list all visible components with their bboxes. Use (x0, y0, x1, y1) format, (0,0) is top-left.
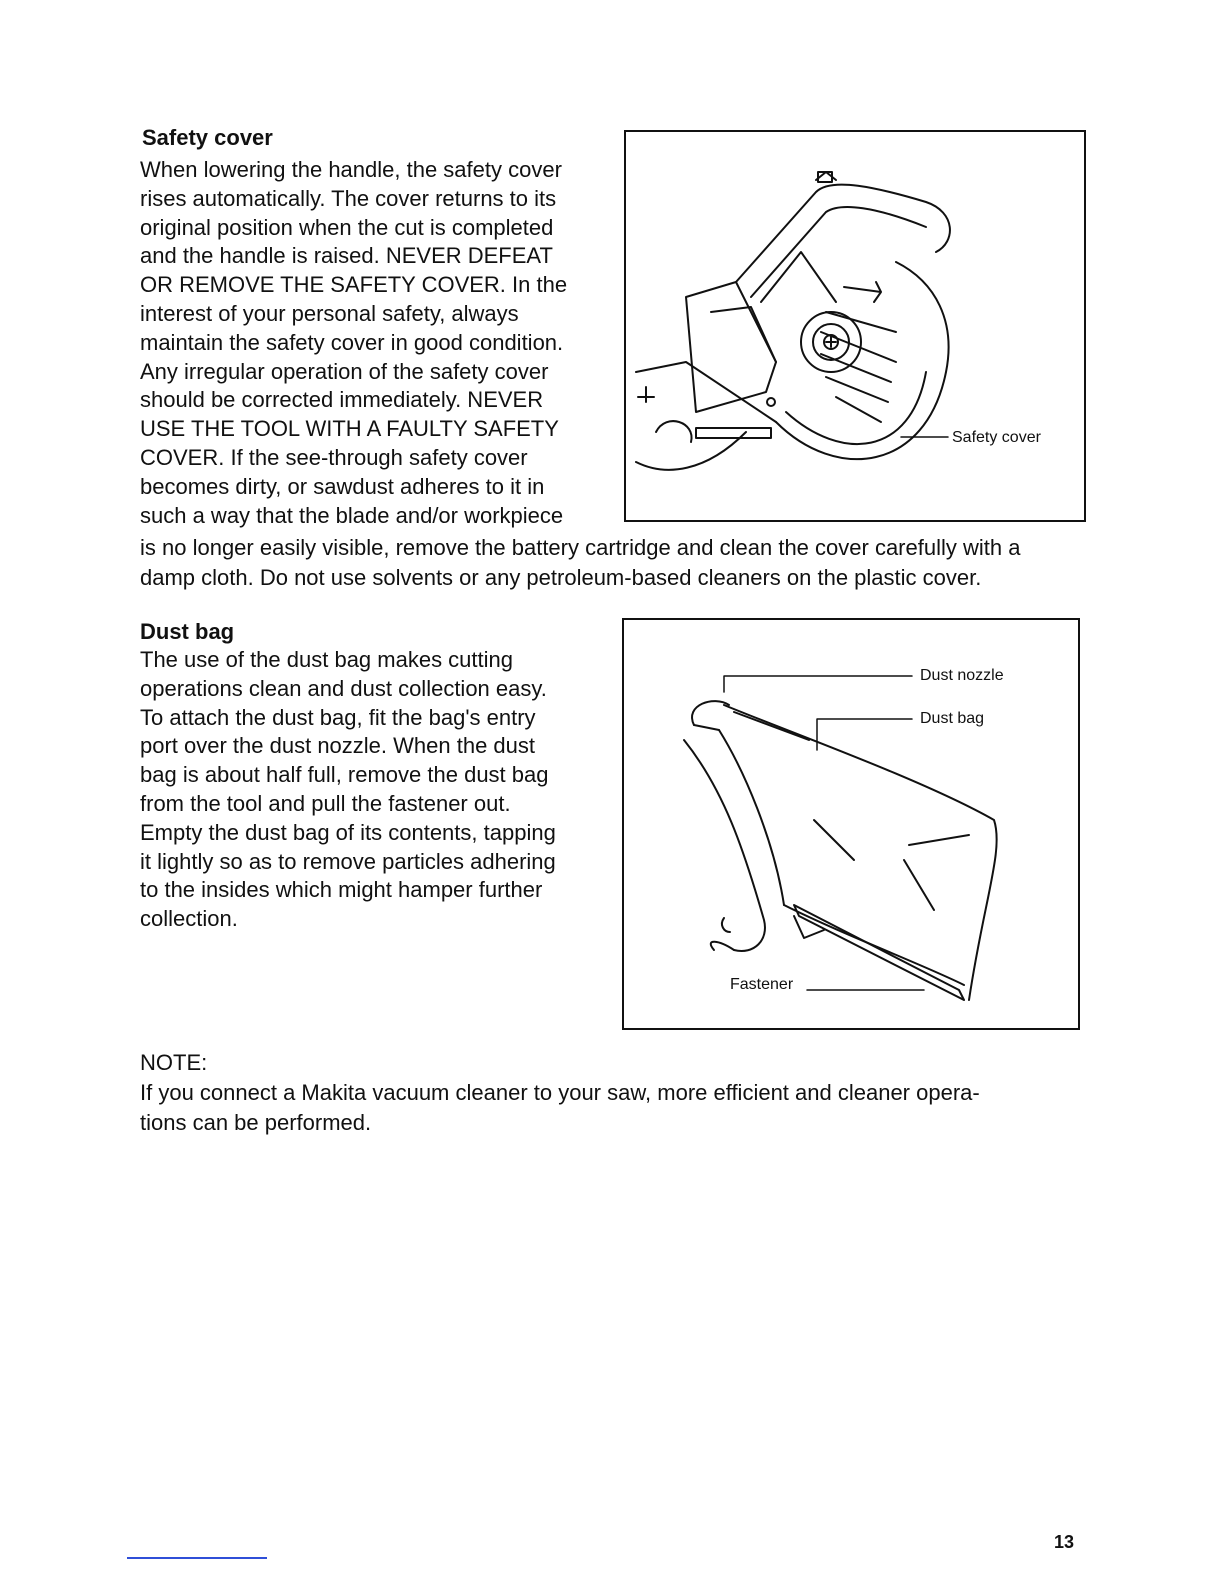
dust-bag-body (140, 646, 598, 934)
text-line: To attach the dust bag, fit the bag's entry (140, 704, 536, 730)
handle-outline (736, 185, 950, 282)
text-line: If you connect a Makita vacuum cleaner to your saw, more efficient and cleaner opera- (140, 1080, 980, 1105)
text-line: such a way that the blade and/or workpiece (140, 502, 564, 528)
safety-cover-figure (624, 130, 1086, 522)
text-line: collection. (140, 906, 238, 932)
text-line: bag is about half full, remove the dust bag (140, 762, 549, 788)
text-line: When lowering the handle, the safety cover (140, 157, 562, 182)
text-line: it lightly so as to remove particles adhering (140, 848, 556, 874)
dust-bag-outline (724, 705, 997, 1000)
text-line: from the tool and pull the fastener out. (140, 790, 511, 816)
text-line: COVER. If the see-through safety cover (140, 444, 528, 470)
text-line: operations clean and dust collection easy. (140, 675, 547, 701)
text-line: to the insides which might hamper further (140, 877, 543, 903)
text-line: The use of the dust bag makes cutting (140, 647, 514, 672)
dust-bag-heading: Dust bag (140, 619, 235, 644)
text-line: should be corrected immediately. NEVER (140, 387, 544, 413)
safety-cover-callout: Safety cover (952, 429, 1041, 446)
text-line: and the handle is raised. NEVER DEFEAT (140, 243, 553, 269)
text-line: interest of your personal safety, always (140, 300, 519, 326)
footer-rule (127, 1557, 267, 1559)
page-number: 13 (1053, 1532, 1074, 1552)
text-line: Any irregular operation of the safety cover (140, 358, 549, 384)
dust-nozzle-leader (724, 676, 912, 692)
dust-bag-callout: Dust bag (920, 710, 985, 727)
text-line: original position when the cut is completed (140, 214, 554, 240)
text-line: damp cloth. Do not use solvents or any petroleum-based cleaners on the plastic cover. (140, 565, 982, 590)
text-line: tions can be performed. (140, 1110, 372, 1135)
text-line: becomes dirty, or sawdust adheres to it in (140, 473, 545, 499)
miter-saw-illustration (626, 132, 1084, 520)
blade-guard-outline (776, 262, 949, 459)
text-line: port over the dust nozzle. When the dust (140, 733, 536, 759)
text-line: is no longer easily visible, remove the battery cartridge and clean the cover carefully with a (140, 535, 1021, 560)
text-line: OR REMOVE THE SAFETY COVER. In the (140, 272, 568, 298)
dust-bag-figure (622, 618, 1080, 1030)
text-line: rises automatically. The cover returns to its (140, 185, 557, 211)
text-line: maintain the safety cover in good condition. (140, 329, 564, 355)
text-line: Empty the dust bag of its contents, tapping (140, 819, 556, 845)
safety-cover-heading: Safety cover (142, 125, 273, 150)
dust-nozzle-callout: Dust nozzle (920, 667, 1004, 684)
dust-bag-illustration (624, 620, 1078, 1028)
note-label: NOTE: (140, 1050, 208, 1075)
fastener-callout: Fastener (730, 976, 794, 993)
dust-bag-leader (817, 719, 912, 750)
fastener-bar (794, 905, 964, 1000)
note-body (140, 1078, 1085, 1138)
text-line: USE THE TOOL WITH A FAULTY SAFETY (140, 416, 559, 442)
safety-cover-body-continued (140, 533, 1085, 593)
safety-cover-body (140, 156, 598, 530)
